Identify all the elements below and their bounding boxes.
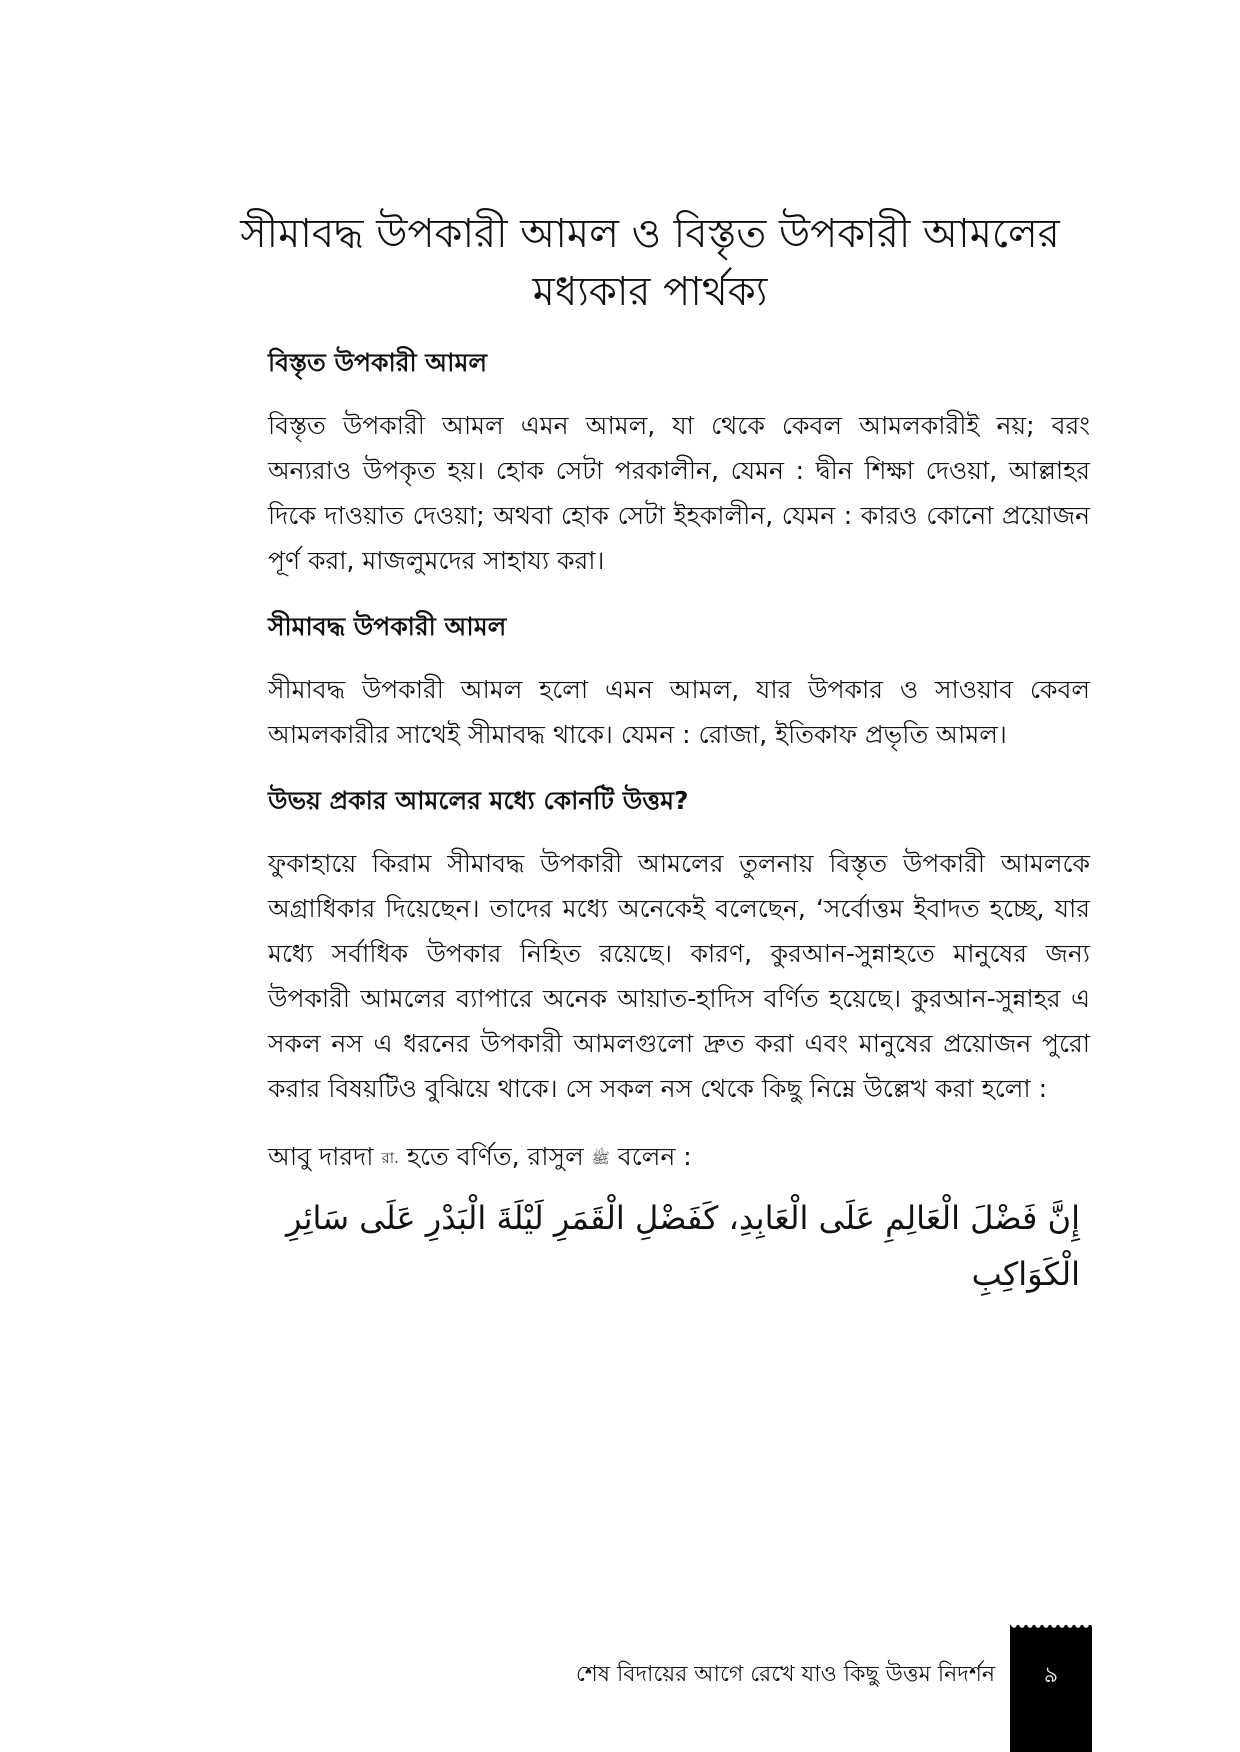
narration-middle: হতে বর্ণিত, রাসুল [406,1142,584,1171]
chapter-title [220,205,1080,321]
page-tab-perforation [1010,1621,1092,1629]
hadith-arabic-text: إِنَّ فَضْلَ الْعَالِمِ عَلَى الْعَابِدِ، كَفَضْلِ الْقَمَرِ لَيْلَةَ الْبَدْرِ عَلَى سَائِرِ الْكَوَاكِبِ [285,1199,1080,1293]
running-footer-book-title: শেষ বিদায়ের আগে রেখে যাও কিছু উত্তম নিদর্শন [575,1662,995,1687]
page-content [268,345,1090,1302]
chapter-title-line-1: সীমাবদ্ধ উপকারী আমল ও বিস্তৃত উপকারী আমলের [240,211,1060,257]
narration-end: বলেন : [617,1142,692,1171]
section-text-limited-benefit: সীমাবদ্ধ উপকারী আমল হলো এমন আমল, যার উপকার ও সাওয়াব কেবল আমলকারীর সাথেই সীমাবদ্ধ থাকে। যেমন : রোজা, ইতিকাফ প্রভৃতি আমল। [268,675,1090,749]
chapter-title-line-2: মধ্যকার পার্থক্য [532,269,768,315]
honorific-glyph-narrator: রা. [381,1149,399,1167]
narrator-name: আবু দারদা [268,1142,374,1171]
section-text-which-better: ফুকাহায়ে কিরাম সীমাবদ্ধ উপকারী আমলের তুলনায় বিস্তৃত উপকারী আমলকে অগ্রাধিকার দিয়েছেন। তাদের মধ্যে অনেকেই বলেছেন, ‘সর্বোত্তম ইবাদত হচ্ছে, যার মধ্যে সর্বাধিক উপকার নিহিত রয়েছে। কারণ, কুরআন-সুন্নাহতে মানুষের জন্য উপকারী আমলের ব্যাপারে অনেক আয়াত-হাদিস বর্ণিত হয়েছে। কুরআন-সুন্নাহর এ সকল নস এ ধরনের উপকারী আমলগুলো দ্রুত করা এবং মানুষের প্রয়োজন পুরো করার বিষয়টিও বুঝিয়ে থাকে। সে সকল নস থেকে কিছু নিম্নে উল্লেখ করা হলো : [268,849,1090,1103]
section-heading-which-better: উভয় প্রকার আমলের মধ্যে কোনটি উত্তম? [268,786,689,815]
hadith-narration [268,1137,1090,1178]
page-number: ৯ [1043,1663,1059,1688]
section-heading-broad-benefit: বিস্তৃত উপকারী আমল [268,348,487,377]
section-text-broad-benefit: বিস্তৃত উপকারী আমল এমন আমল, যা থেকে কেবল আমলকারীই নয়; বরং অন্যরাও উপকৃত হয়। হোক সেটা পরকালীন, যেমন : দ্বীন শিক্ষা দেওয়া, আল্লাহর দিকে দাওয়াত দেওয়া; অথবা হোক সেটা ইহকালীন, যেমন : কারও কোনো প্রয়োজন পূর্ণ করা, মাজলুমদের সাহায্য করা। [268,411,1090,575]
page-number-tab [1010,1625,1092,1752]
honorific-glyph-prophet: ﷺ [591,1149,610,1167]
section-heading-limited-benefit: সীমাবদ্ধ উপকারী আমল [268,612,507,641]
